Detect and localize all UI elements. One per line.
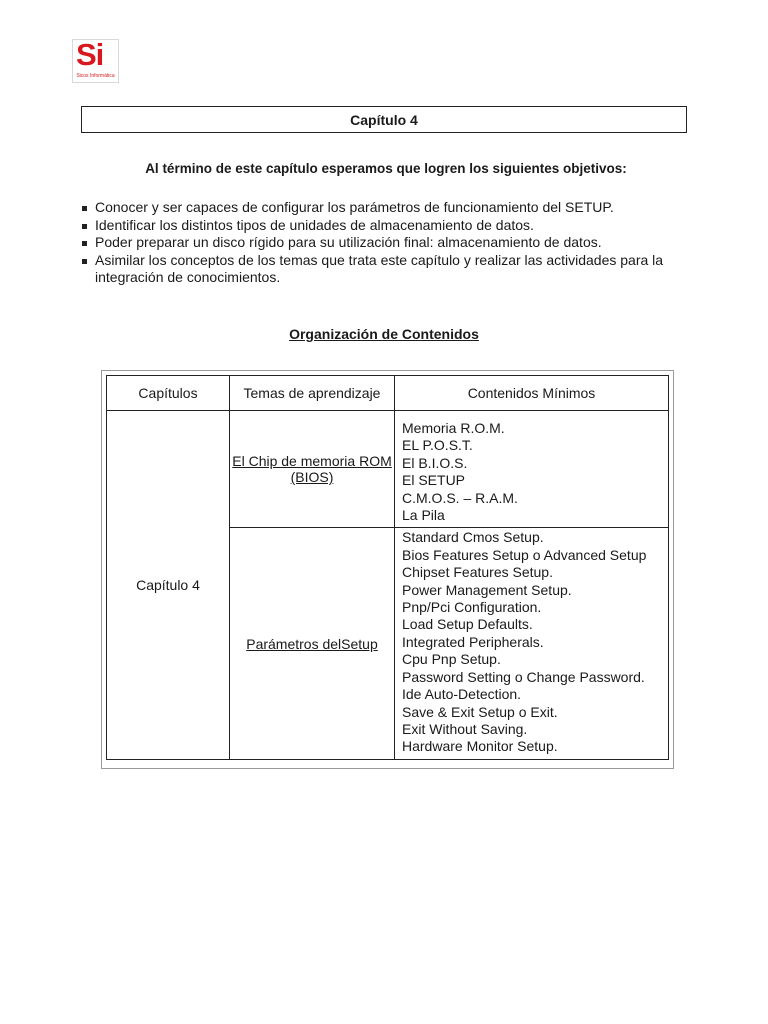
content-item: Power Management Setup. <box>402 581 572 598</box>
chapter-title: Capítulo 4 <box>81 106 687 133</box>
table-header-row <box>107 376 669 411</box>
topic-cell <box>230 528 395 759</box>
content-item: Exit Without Saving. <box>402 720 528 737</box>
content-item: Save & Exit Setup o Exit. <box>402 703 558 720</box>
topic-rom-bios: El Chip de memoria ROM (BIOS) <box>232 453 392 486</box>
table-row <box>107 411 669 528</box>
header-contents: Contenidos Mínimos <box>395 376 669 411</box>
objective-item: Identificar los distintos tipos de unidades de almacenamiento de datos. <box>80 217 700 235</box>
content-item: Ide Auto-Detection. <box>402 686 522 703</box>
logo-caption: Sicos Informática <box>76 73 115 79</box>
objective-item: Poder preparar un disco rígido para su utilización final: almacenamiento de datos. <box>80 234 700 252</box>
content-item: Password Setting o Change Password. <box>402 668 645 685</box>
objectives-intro: Al término de este capítulo esperamos que logren los siguientes objetivos: <box>145 161 627 176</box>
contents-organization-title: Organización de Contenidos <box>289 326 479 342</box>
objective-item: Asimilar los conceptos de los temas que trata este capítulo y realizar las actividades para la integración de conocimientos. <box>80 252 700 287</box>
content-item: Chipset Features Setup. <box>402 564 553 581</box>
content-item: Standard Cmos Setup. <box>402 529 544 546</box>
content-item: Integrated Peripherals. <box>402 633 544 650</box>
logo-letters: Si <box>76 37 104 72</box>
contents-table <box>106 375 669 760</box>
company-logo <box>72 39 119 83</box>
content-item: Cpu Pnp Setup. <box>402 651 501 668</box>
content-item: Pnp/Pci Configuration. <box>402 599 542 616</box>
content-item: La Pila <box>402 507 445 524</box>
content-item: Memoria R.O.M. <box>402 420 505 436</box>
contents-cell <box>395 528 669 759</box>
topic-setup-parameters: Parámetros delSetup <box>246 635 378 652</box>
header-chapters: Capítulos <box>107 376 230 411</box>
content-item: C.M.O.S. – R.A.M. <box>402 489 518 506</box>
objective-item: Conocer y ser capaces de configurar los parámetros de funcionamiento del SETUP. <box>80 199 700 217</box>
header-topics: Temas de aprendizaje <box>230 376 395 411</box>
content-item: Hardware Monitor Setup. <box>402 738 558 755</box>
content-item: Load Setup Defaults. <box>402 616 533 633</box>
topic-cell <box>230 411 395 528</box>
content-item: EL P.O.S.T. <box>402 437 473 454</box>
content-item: El SETUP <box>402 472 466 489</box>
content-item: Bios Features Setup o Advanced Setup <box>402 546 647 563</box>
contents-cell <box>395 411 669 528</box>
content-item: El B.I.O.S. <box>402 454 468 471</box>
chapter-cell: Capítulo 4 <box>107 411 230 760</box>
objectives-list <box>80 199 700 287</box>
